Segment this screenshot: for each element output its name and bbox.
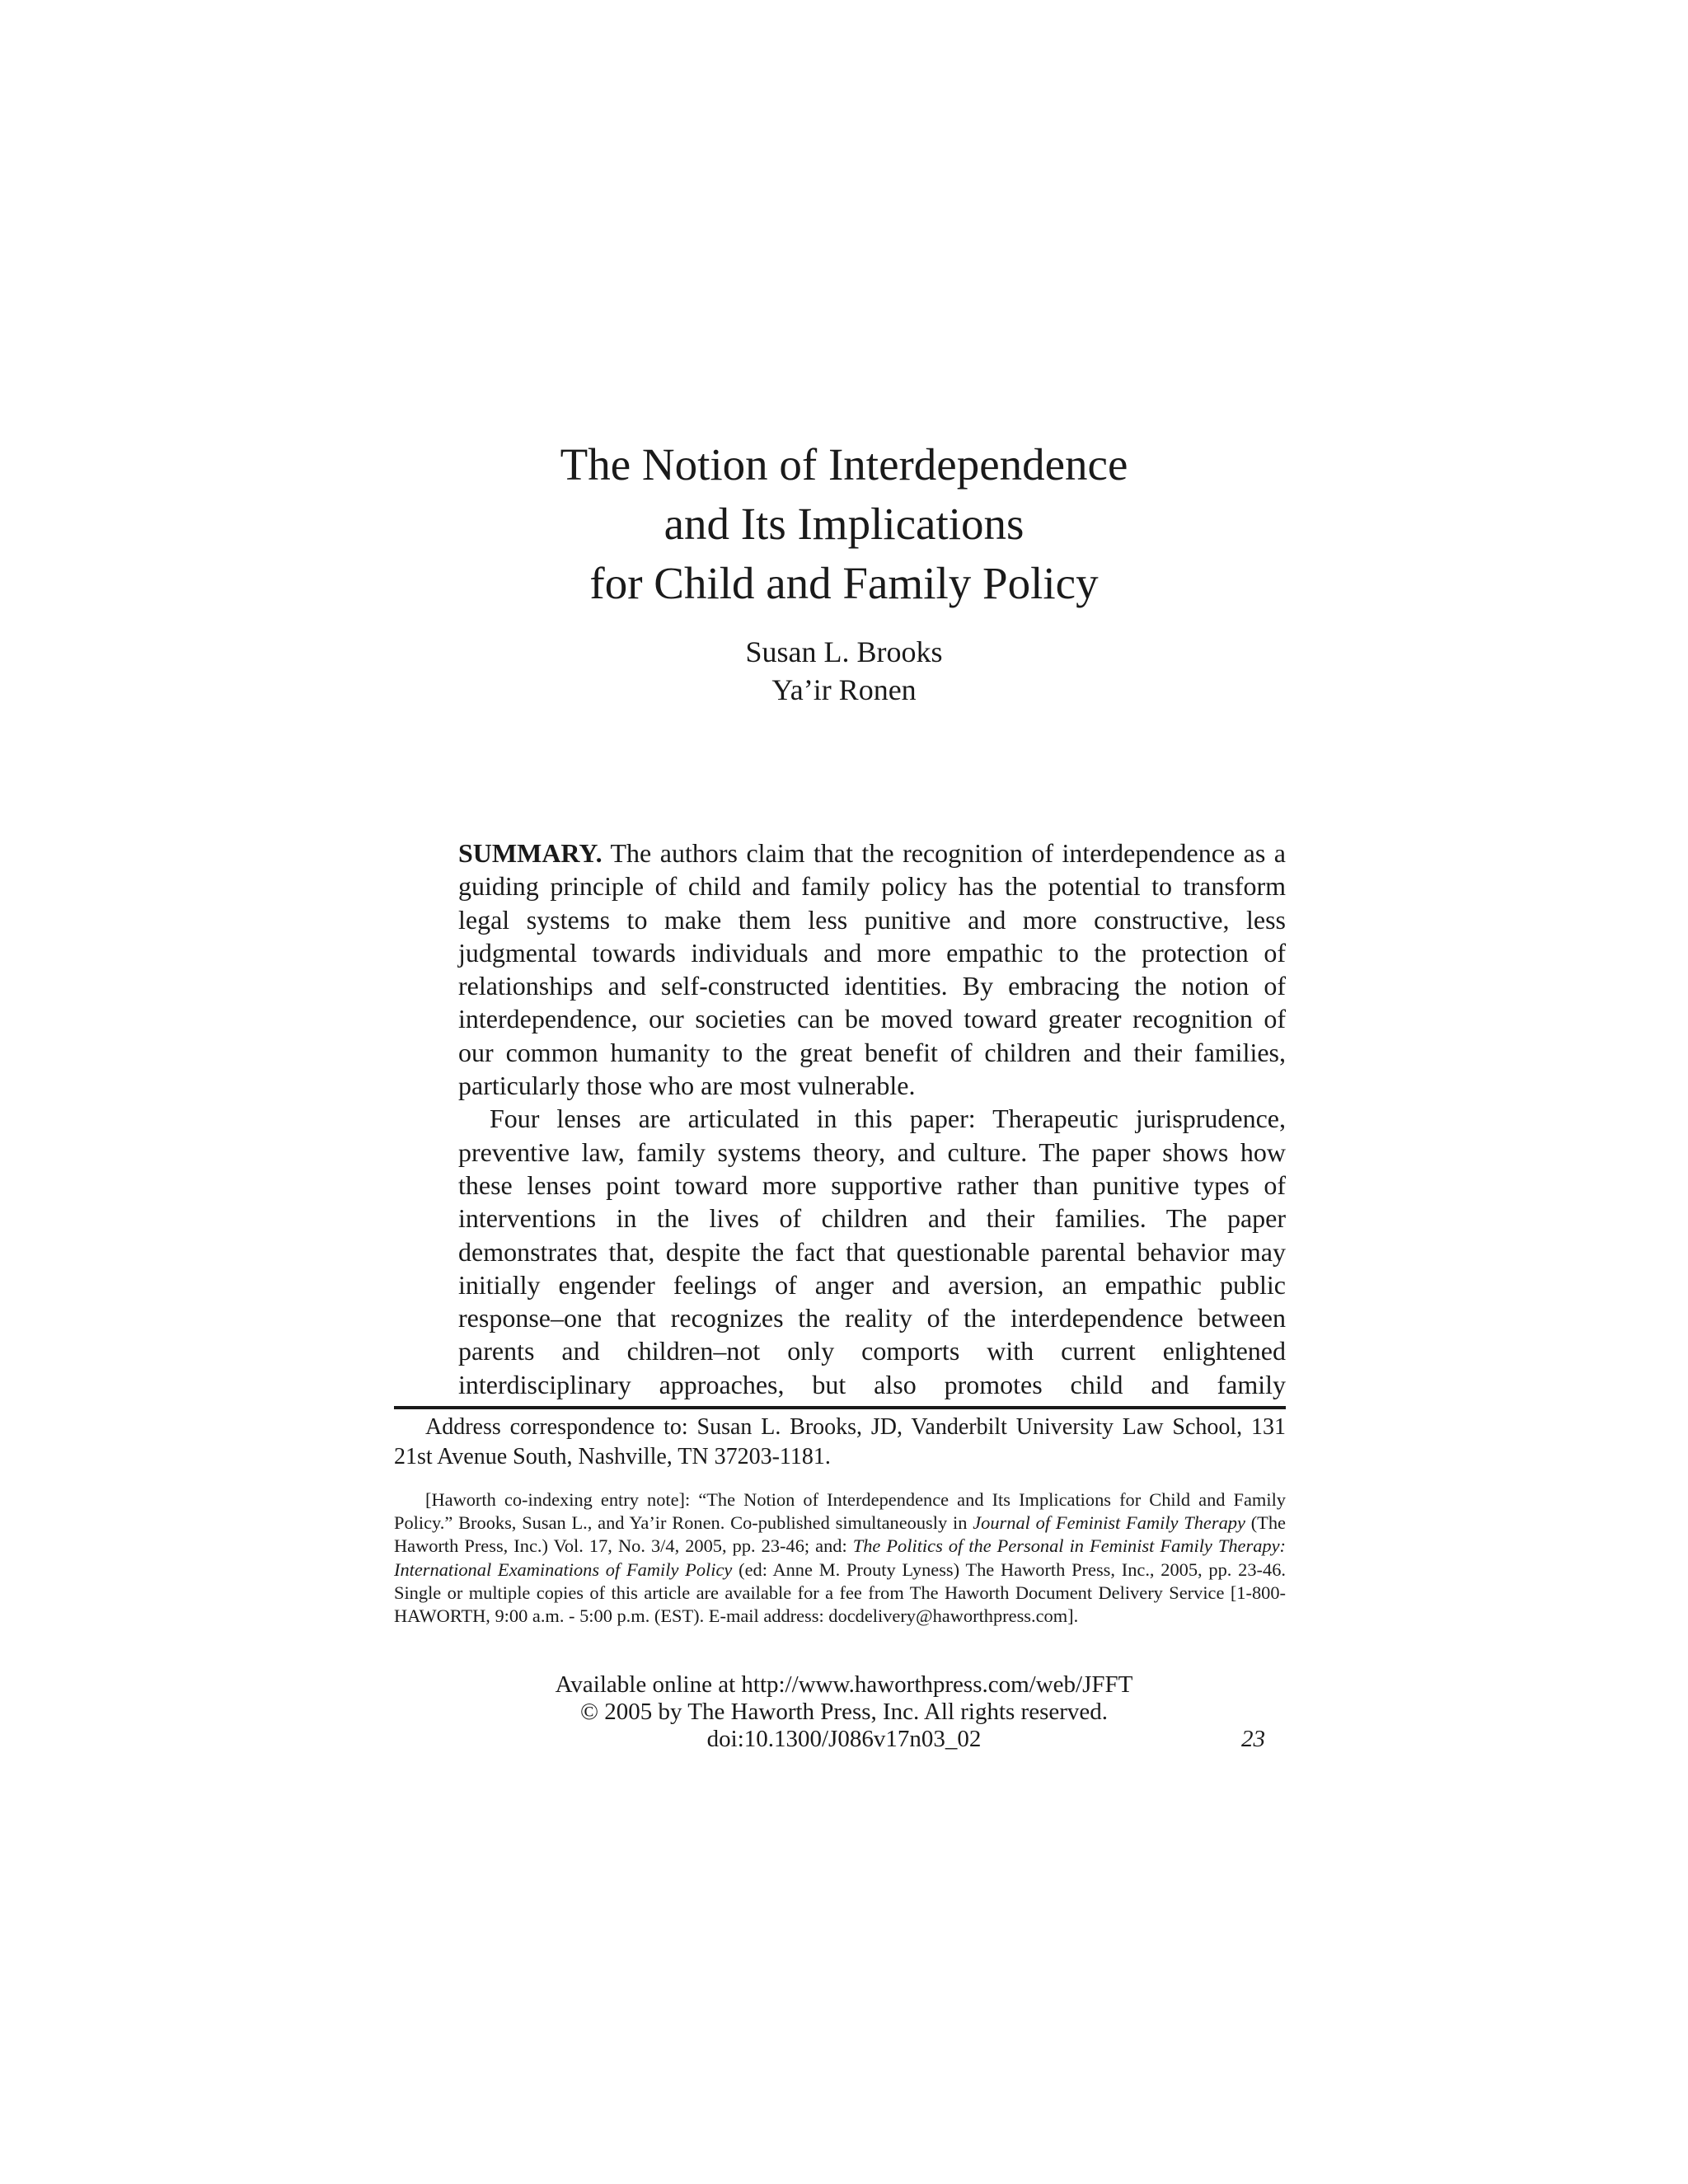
abstract-text: The authors claim that the recognition of interdependence as a guiding principle of child and family policy has the potential to transform legal systems to make them less punitive and more constructive, less judgmental towards individuals and more empathic to the protection of relationships and self-constructed identities. By embracing the notion of interdependence, our societies can be moved toward greater recognition of our common humanity to the great benefit of children and their families, particularly those who are most vulnerable. bbox=[458, 838, 1286, 1101]
online-availability: Available online at http://www.haworthpress.com/web/JFFT bbox=[555, 1671, 1133, 1698]
doi: doi:10.1300/J086v17n03_02 bbox=[706, 1726, 982, 1752]
coindex-text: [Haworth co-indexing entry note]: “The Notion of Interdependence and Its Implications for Child and Family Policy.” Brooks, Susan L., and Ya’ir Ronen. Co-published simultaneously in bbox=[394, 1489, 1286, 1534]
summary-label: SUMMARY. bbox=[458, 838, 603, 868]
title-line: for Child and Family Policy bbox=[589, 558, 1099, 608]
footnotes bbox=[394, 1413, 1286, 1628]
author-name: Ya’ir Ronen bbox=[771, 673, 917, 706]
abstract bbox=[458, 837, 1286, 1401]
article-title bbox=[0, 435, 1688, 613]
title-line: The Notion of Interdependence bbox=[560, 439, 1128, 490]
author-list bbox=[0, 633, 1688, 709]
coindex-text: (ed: Anne M. Prouty Lyness) The Haworth Press, Inc., 2005, pp. 23-46. Single or multiple copies of this article are available for a fee from The Haworth Document Delivery Service [1-800-HAWORTH, 9:00 a.m. - 5:00 p.m. (EST). E-mail address: docdelivery@haworthpress.com]. bbox=[394, 1558, 1286, 1627]
page-number: 23 bbox=[1241, 1726, 1265, 1752]
imprint bbox=[0, 1671, 1688, 1753]
book-title: The Politics of the Personal in Feminist Family Therapy: International Examinations of Family Policy bbox=[394, 1535, 1286, 1580]
author-name: Susan L. Brooks bbox=[745, 635, 943, 668]
copyright-notice: © 2005 by The Haworth Press, Inc. All rights reserved. bbox=[579, 1699, 1109, 1725]
coindex-text: (The Haworth Press, Inc.) Vol. 17, No. 3/4, 2005, pp. 23-46; and: bbox=[394, 1512, 1286, 1557]
title-line: and Its Implications bbox=[663, 499, 1025, 549]
journal-title: Journal of Feminist Family Therapy bbox=[973, 1512, 1245, 1534]
abstract-paragraph-2: Four lenses are articulated in this paper: Therapeutic jurisprudence, preventive law, family systems theory, and culture. The paper shows how these lenses point toward more supportive rather than punitive types of interventions in the lives of children and their families. The paper demonstrates that, despite the fact that questionable parental behavior may initially engender feelings of anger and aversion, an empathic public response–one that recognizes the reality of the interdependence between parents and children–not only comports with current enlightened interdisciplinary approaches, but also promotes child and family bbox=[458, 1104, 1286, 1399]
correspondence-address: Address correspondence to: Susan L. Brooks, JD, Vanderbilt University Law School, 131 21st Avenue South, Nashville, TN 37203-1181. bbox=[394, 1414, 1286, 1469]
footnote-divider bbox=[394, 1406, 1286, 1409]
coindexing-note bbox=[394, 1488, 1286, 1628]
abstract-paragraph-1 bbox=[458, 837, 1286, 1102]
